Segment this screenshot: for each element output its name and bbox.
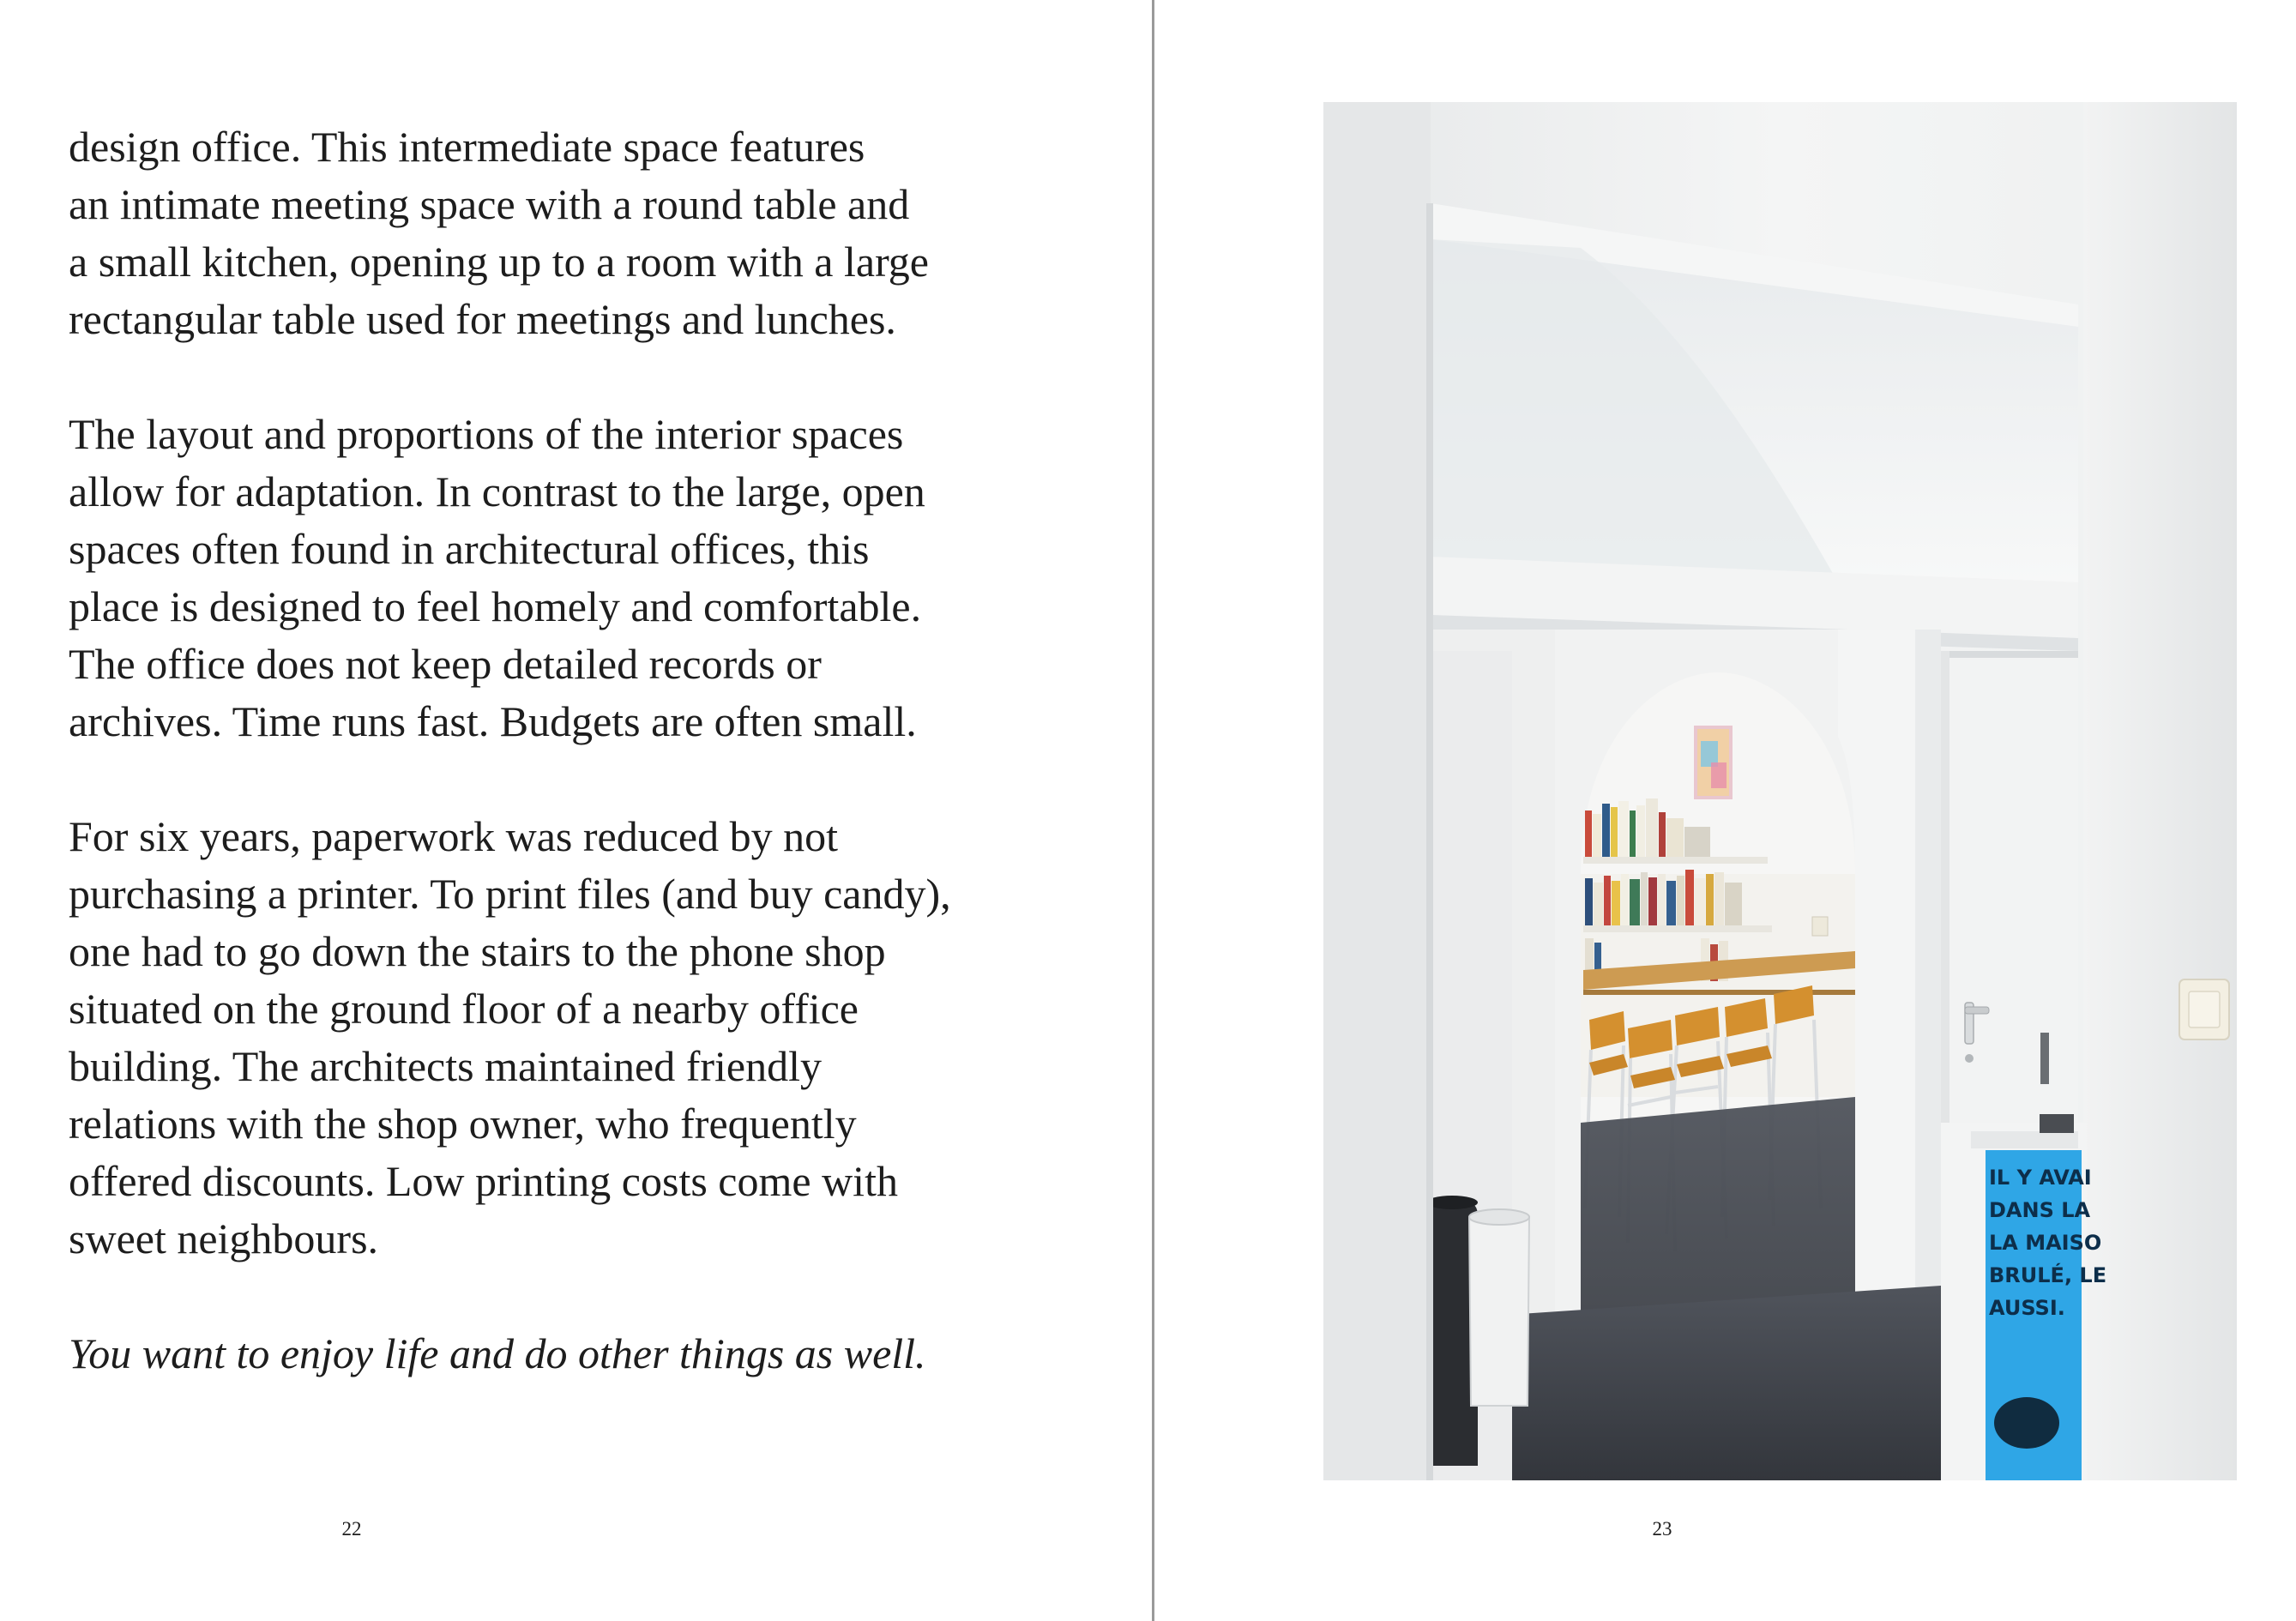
poster-line: BRULÉ, LE (1989, 1263, 2107, 1287)
text-line: an intimate meeting space with a round table and (69, 180, 910, 228)
paragraph-1 (69, 118, 1064, 348)
poster-line: IL Y AVAI (1989, 1166, 2092, 1190)
page-number-left: 22 (341, 1518, 362, 1540)
poster-line: LA MAISO (1989, 1231, 2102, 1255)
text-line: rectangular table used for meetings and lunches. (69, 295, 896, 343)
text-line: one had to go down the stairs to the phone shop (69, 927, 886, 975)
text-line: The office does not keep detailed records or (69, 640, 822, 688)
text-line: a small kitchen, opening up to a room with a large (69, 238, 930, 286)
text-line: design office. This intermediate space features (69, 123, 865, 171)
text-line: purchasing a printer. To print files (and buy candy), (69, 870, 951, 918)
poster-line: DANS LA (1989, 1198, 2091, 1222)
interior-photo (1323, 102, 2237, 1480)
text-line: The layout and proportions of the interior spaces (69, 410, 904, 458)
text-line: spaces often found in architectural offices, this (69, 525, 870, 573)
page-number-right: 23 (1652, 1518, 1672, 1540)
text-line: sweet neighbours. (69, 1214, 379, 1262)
text-line: archives. Time runs fast. Budgets are often small. (69, 697, 917, 745)
quote-line: You want to enjoy life and do other things as well. (69, 1329, 926, 1377)
body-text (69, 118, 1064, 1383)
text-line: offered discounts. Low printing costs come with (69, 1157, 898, 1205)
text-line: building. The architects maintained friendly (69, 1042, 822, 1090)
text-line: For six years, paperwork was reduced by not (69, 812, 838, 860)
paragraph-3 (69, 808, 1064, 1268)
text-line: relations with the shop owner, who frequently (69, 1100, 857, 1148)
text-line: situated on the ground floor of a nearby office (69, 985, 859, 1033)
paragraph-2 (69, 406, 1064, 750)
poster-line: AUSSI. (1989, 1296, 2065, 1320)
text-line: allow for adaptation. In contrast to the large, open (69, 467, 925, 515)
text-line: place is designed to feel homely and comfortable. (69, 582, 922, 630)
pull-quote (69, 1325, 1064, 1383)
